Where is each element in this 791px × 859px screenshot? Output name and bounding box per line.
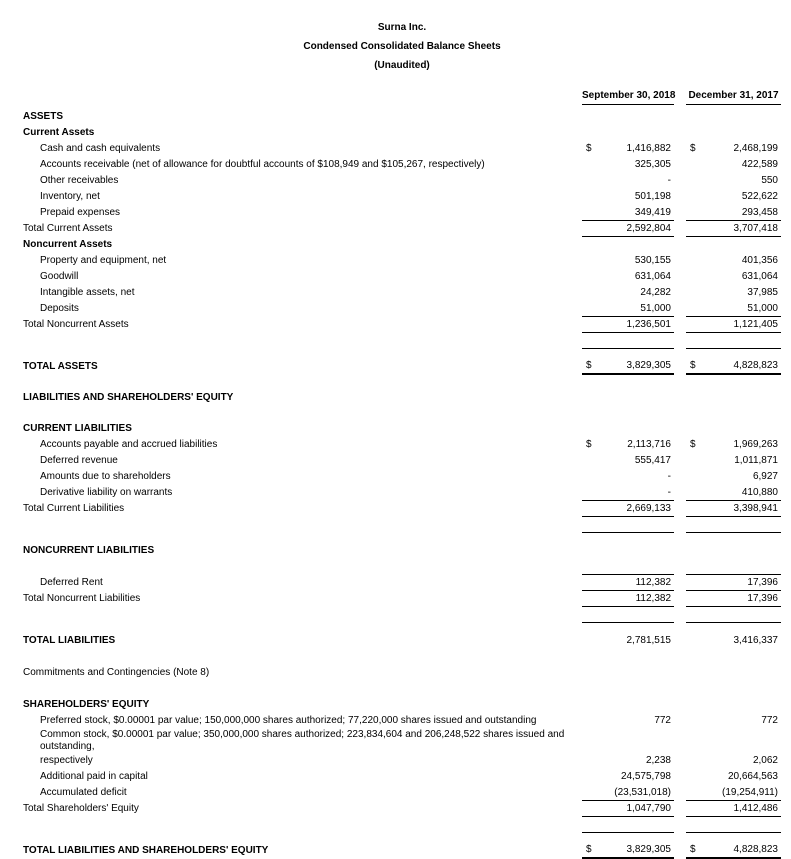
rule-segment [582, 517, 674, 533]
value-text: 112,382 [635, 592, 671, 604]
value-cell [686, 157, 781, 173]
value-cell [582, 729, 674, 753]
row-label: Preferred stock, $0.00001 par value; 150,000,000 shares authorized; 77,220,000 shares issued and outstanding [40, 715, 537, 726]
row-label: TOTAL LIABILITIES [23, 635, 116, 646]
row-label: Noncurrent Assets [23, 239, 113, 250]
value-cell [686, 501, 781, 517]
column-gap [674, 501, 686, 517]
dollar-sign: $ [586, 143, 592, 154]
rule-spacer [23, 333, 582, 349]
value-text: - [667, 486, 671, 498]
table-row [23, 221, 781, 237]
rule-spacer [23, 817, 582, 833]
value-text: 51,000 [747, 302, 778, 314]
rule-segment [686, 559, 781, 575]
value-text: 2,669,133 [626, 502, 671, 514]
value-cell [582, 221, 674, 237]
value-cell [582, 453, 674, 469]
value-text: 293,458 [741, 206, 778, 218]
row-label: LIABILITIES AND SHAREHOLDERS' EQUITY [23, 392, 234, 403]
value-cell [686, 713, 781, 729]
company-name: Surna Inc. [377, 22, 427, 33]
table-row [23, 633, 781, 649]
row-label: Prepaid expenses [40, 207, 121, 218]
column-gap [674, 125, 686, 141]
value-cell [582, 543, 674, 559]
value-text: 550 [761, 175, 778, 186]
column-gap [674, 591, 686, 607]
dollar-sign: $ [586, 360, 592, 371]
value-cell [686, 543, 781, 559]
row-label: Accumulated deficit [40, 787, 127, 798]
value-text: (19,254,911) [722, 786, 778, 798]
value-text: 17,396 [747, 592, 778, 604]
row-label: Total Shareholders' Equity [23, 803, 139, 814]
column-gap [674, 607, 686, 623]
column-gap [674, 285, 686, 301]
value-text: 4,828,823 [733, 360, 778, 371]
column-gap [674, 269, 686, 285]
row-label: Total Noncurrent Assets [23, 319, 129, 330]
value-text: 1,121,405 [733, 318, 778, 330]
statement-title: Condensed Consolidated Balance Sheets [303, 41, 501, 52]
row-label: Current Assets [23, 127, 95, 138]
value-cell [686, 591, 781, 607]
table-row [23, 843, 781, 859]
rule-spacer [23, 559, 582, 575]
value-cell [582, 253, 674, 269]
column-gap [674, 843, 686, 859]
value-cell [582, 785, 674, 801]
rule-segment [582, 817, 674, 833]
value-cell [686, 437, 781, 453]
value-text: 631,064 [741, 271, 778, 282]
column-gap [674, 189, 686, 205]
value-text: 3,398,941 [733, 502, 778, 514]
rule-line [23, 607, 781, 623]
value-cell [686, 269, 781, 285]
row-label: respectively [40, 755, 93, 766]
row-label: Total Current Liabilities [23, 503, 125, 514]
column-gap [674, 729, 686, 753]
value-text: 37,985 [747, 287, 778, 298]
table-row [23, 359, 781, 375]
value-text: 410,880 [741, 486, 778, 498]
value-text: 522,622 [741, 191, 778, 202]
value-cell [686, 173, 781, 189]
rule-segment [686, 517, 781, 533]
value-text: 631,064 [634, 271, 671, 282]
rule-spacer [23, 607, 582, 623]
table-row [23, 785, 781, 801]
value-text: 501,198 [634, 191, 671, 202]
column-gap [674, 543, 686, 559]
table-row [23, 189, 781, 205]
value-cell [582, 237, 674, 253]
row-label: Cash and cash equivalents [40, 143, 161, 154]
value-text: 1,412,486 [733, 802, 778, 814]
row-label: Derivative liability on warrants [40, 487, 173, 498]
spacer-row [23, 406, 781, 421]
table-row [23, 801, 781, 817]
column-gap [674, 633, 686, 649]
column-gap [674, 769, 686, 785]
table-row [23, 269, 781, 285]
value-text: 2,592,804 [626, 222, 671, 234]
dollar-sign: $ [690, 439, 696, 450]
value-cell [582, 697, 674, 713]
row-label: Amounts due to shareholders [40, 471, 171, 482]
row-label: Total Current Assets [23, 223, 113, 234]
rule-line [23, 559, 781, 575]
value-cell [582, 421, 674, 437]
column-gap [674, 109, 686, 125]
unaudited-note: (Unaudited) [374, 60, 430, 71]
dollar-sign: $ [586, 439, 592, 450]
table-row [23, 543, 781, 559]
row-label: Accounts receivable (net of allowance for doubtful accounts of $108,949 and $105,267, respectively) [40, 159, 485, 170]
rule-line [23, 517, 781, 533]
table-row [23, 485, 781, 501]
value-cell [686, 141, 781, 157]
value-cell [582, 205, 674, 221]
spacer-row [23, 623, 781, 633]
value-text: 422,589 [741, 159, 778, 170]
value-text: 51,000 [640, 302, 671, 314]
column-gap [674, 469, 686, 485]
value-cell [686, 390, 781, 406]
value-cell [686, 317, 781, 333]
value-text: 555,417 [634, 455, 671, 466]
value-text: 2,238 [645, 755, 671, 766]
table-row [23, 729, 781, 753]
value-cell [686, 729, 781, 753]
column-gap [674, 221, 686, 237]
value-cell [686, 221, 781, 237]
table-row [23, 301, 781, 317]
column-gap [674, 785, 686, 801]
table-row [23, 205, 781, 221]
table-row [23, 253, 781, 269]
value-cell [686, 421, 781, 437]
table-row [23, 285, 781, 301]
table-row [23, 713, 781, 729]
value-text: - [667, 175, 671, 186]
value-cell [686, 285, 781, 301]
column-gap [674, 157, 686, 173]
spacer-row [23, 833, 781, 843]
value-cell [686, 753, 781, 769]
value-cell [582, 769, 674, 785]
column-gap [674, 301, 686, 317]
value-cell [686, 633, 781, 649]
dollar-sign: $ [690, 143, 696, 154]
table-row [23, 437, 781, 453]
value-text: (23,531,018) [614, 786, 671, 798]
value-cell [582, 269, 674, 285]
column-header-period-2: December 31, 2017 [686, 90, 781, 105]
column-gap [674, 817, 686, 833]
value-text: 112,382 [635, 576, 671, 588]
value-cell [582, 390, 674, 406]
value-cell [582, 485, 674, 501]
value-cell [582, 285, 674, 301]
rule-segment [582, 559, 674, 575]
rule-segment [686, 333, 781, 349]
value-text: 3,829,305 [626, 844, 671, 855]
value-text: 325,305 [634, 159, 671, 170]
column-header-period-1: September 30, 2018 [582, 90, 674, 105]
value-text: 2,781,515 [626, 635, 671, 646]
value-cell [582, 501, 674, 517]
dollar-sign: $ [586, 844, 592, 855]
value-cell [686, 237, 781, 253]
table-row [23, 173, 781, 189]
value-cell [582, 125, 674, 141]
column-gap [674, 359, 686, 375]
value-text: - [667, 471, 671, 482]
value-cell [686, 697, 781, 713]
value-cell [582, 753, 674, 769]
spacer-row [23, 681, 781, 697]
value-text: 1,969,263 [733, 439, 778, 450]
value-text: 17,396 [747, 576, 778, 588]
spacer-row [23, 533, 781, 543]
table-body [23, 109, 781, 859]
table-row [23, 237, 781, 253]
value-text: 1,236,501 [626, 318, 671, 330]
value-text: 2,062 [752, 755, 778, 766]
row-label: Total Noncurrent Liabilities [23, 593, 141, 604]
column-gap [674, 333, 686, 349]
value-text: 772 [761, 715, 778, 726]
table-row [23, 141, 781, 157]
row-label: Deposits [40, 303, 79, 314]
value-text: 401,356 [741, 255, 778, 266]
row-label: TOTAL LIABILITIES AND SHAREHOLDERS' EQUITY [23, 845, 269, 856]
column-gap [674, 575, 686, 591]
table-row [23, 575, 781, 591]
value-text: 24,282 [640, 287, 671, 298]
dollar-sign: $ [690, 844, 696, 855]
value-text: 3,416,337 [733, 635, 778, 646]
column-gap [674, 559, 686, 575]
value-cell [686, 575, 781, 591]
value-cell [582, 189, 674, 205]
value-text: 4,828,823 [733, 844, 778, 855]
table-row [23, 125, 781, 141]
value-cell [582, 359, 674, 375]
table-row [23, 421, 781, 437]
value-cell [686, 205, 781, 221]
value-cell [686, 125, 781, 141]
column-gap [674, 173, 686, 189]
value-cell [582, 317, 674, 333]
value-cell [582, 843, 674, 859]
row-label: CURRENT LIABILITIES [23, 423, 132, 434]
value-cell [686, 189, 781, 205]
table-row [23, 769, 781, 785]
value-cell [686, 665, 781, 681]
value-cell [582, 157, 674, 173]
value-cell [582, 141, 674, 157]
row-label: SHAREHOLDERS' EQUITY [23, 699, 150, 710]
value-text: 24,575,798 [620, 771, 671, 782]
value-text: 6,927 [752, 471, 778, 482]
row-label: Common stock, $0.00001 par value; 350,000,000 shares authorized; 223,834,604 and 206,248,522 shares issued and outstanding, [40, 729, 565, 752]
row-label: ASSETS [23, 111, 64, 122]
row-label: Property and equipment, net [40, 255, 167, 266]
value-cell [582, 633, 674, 649]
value-text: 3,707,418 [733, 222, 778, 234]
value-cell [582, 713, 674, 729]
row-label: TOTAL ASSETS [23, 361, 98, 372]
value-cell [686, 801, 781, 817]
row-label: Additional paid in capital [40, 771, 148, 782]
value-cell [582, 469, 674, 485]
value-text: 772 [654, 715, 671, 726]
value-text: 3,829,305 [626, 360, 671, 371]
column-gap [674, 517, 686, 533]
rule-segment [582, 333, 674, 349]
value-cell [686, 469, 781, 485]
column-gap [674, 421, 686, 437]
spacer-row [23, 349, 781, 359]
row-label: Commitments and Contingencies (Note 8) [23, 667, 210, 678]
row-label: Deferred Rent [40, 577, 103, 588]
value-cell [686, 359, 781, 375]
column-gap [674, 665, 686, 681]
value-cell [686, 109, 781, 125]
table-row [23, 157, 781, 173]
value-text: 1,416,882 [626, 143, 671, 154]
value-text: 2,468,199 [733, 143, 778, 154]
table-row [23, 697, 781, 713]
document-header [23, 10, 781, 75]
column-gap [674, 437, 686, 453]
value-cell [582, 575, 674, 591]
column-gap [674, 141, 686, 157]
spacer-row [23, 649, 781, 665]
value-cell [582, 109, 674, 125]
column-gap [674, 697, 686, 713]
value-text: 530,155 [634, 255, 671, 266]
value-cell [686, 769, 781, 785]
value-cell [686, 843, 781, 859]
value-cell [582, 301, 674, 317]
row-label: Deferred revenue [40, 455, 118, 466]
rule-segment [686, 607, 781, 623]
value-text: 1,047,790 [626, 802, 671, 814]
dollar-sign: $ [690, 360, 696, 371]
column-gap [674, 753, 686, 769]
row-label: NONCURRENT LIABILITIES [23, 545, 155, 556]
table-row [23, 469, 781, 485]
row-label: Inventory, net [40, 191, 100, 202]
row-label: Goodwill [40, 271, 79, 282]
column-gap [674, 485, 686, 501]
column-gap [674, 237, 686, 253]
column-gap [674, 713, 686, 729]
column-gap [674, 801, 686, 817]
table-row [23, 317, 781, 333]
value-cell [686, 253, 781, 269]
value-cell [582, 801, 674, 817]
value-cell [582, 437, 674, 453]
value-cell [686, 485, 781, 501]
value-cell [582, 665, 674, 681]
balance-sheet-table [23, 87, 781, 859]
value-text: 20,664,563 [727, 771, 778, 782]
rule-spacer [23, 517, 582, 533]
column-gap [674, 205, 686, 221]
column-headers [23, 87, 781, 105]
table-row [23, 501, 781, 517]
row-label: Accounts payable and accrued liabilities [40, 439, 218, 450]
table-row [23, 453, 781, 469]
value-text: 2,113,716 [627, 439, 671, 450]
rule-segment [686, 817, 781, 833]
row-label: Intangible assets, net [40, 287, 135, 298]
table-row [23, 753, 781, 769]
value-text: 349,419 [634, 206, 671, 218]
column-gap [674, 390, 686, 406]
value-cell [686, 453, 781, 469]
value-text: 1,011,871 [734, 455, 778, 466]
column-gap [674, 317, 686, 333]
rule-line [23, 817, 781, 833]
value-cell [582, 173, 674, 189]
table-row [23, 109, 781, 125]
row-label: Other receivables [40, 175, 119, 186]
rule-segment [582, 607, 674, 623]
rule-line [23, 333, 781, 349]
value-cell [686, 785, 781, 801]
table-row [23, 390, 781, 406]
value-cell [582, 591, 674, 607]
column-gap [674, 453, 686, 469]
value-cell [686, 301, 781, 317]
table-row [23, 665, 781, 681]
column-gap [674, 253, 686, 269]
table-row [23, 591, 781, 607]
spacer-row [23, 375, 781, 390]
